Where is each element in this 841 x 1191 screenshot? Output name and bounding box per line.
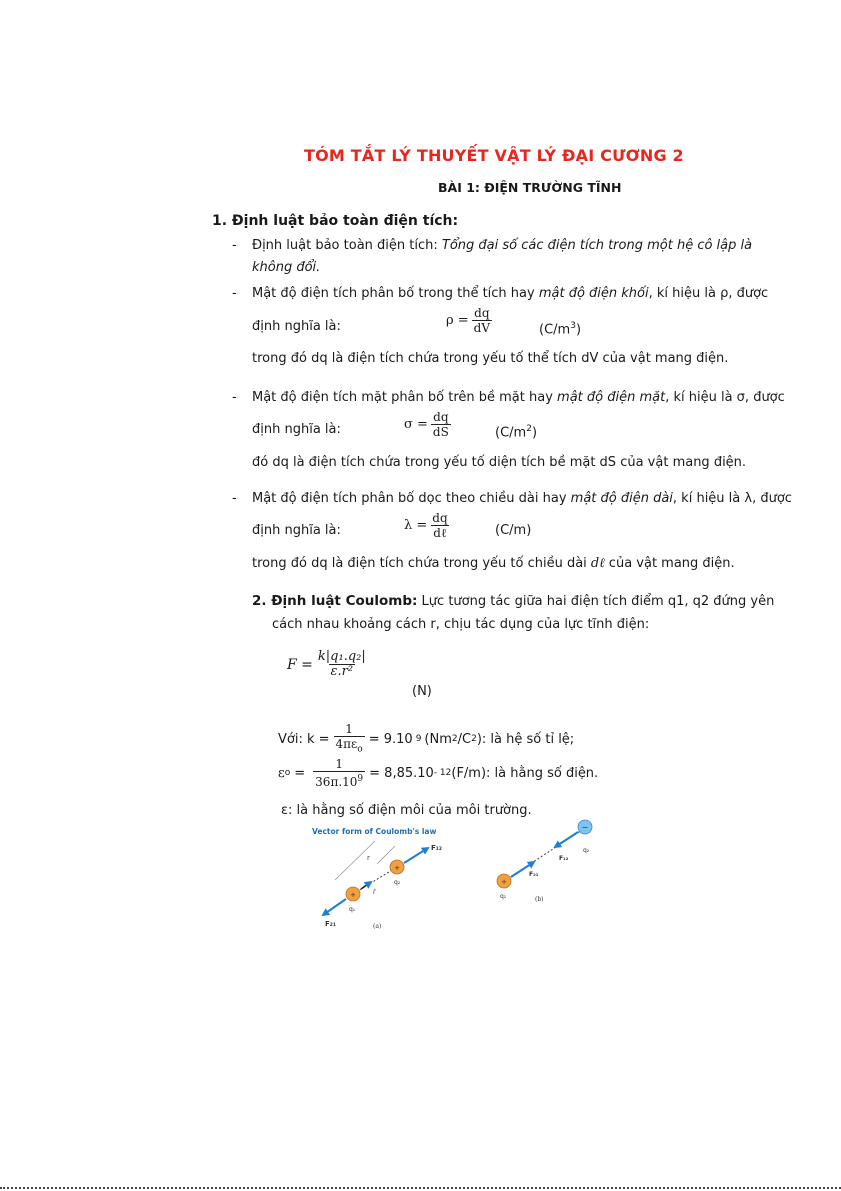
den-text: 4πε bbox=[335, 737, 358, 751]
unit-end: ) bbox=[531, 425, 538, 441]
force-vector-f12 bbox=[555, 832, 578, 847]
bullet-3-note: đó dq là điện tích chứa trong yếu tố diện tích bề mặt dS của vật mang điện. bbox=[252, 455, 747, 470]
unit-newton: (N) bbox=[412, 684, 432, 699]
formula-rho bbox=[446, 306, 492, 335]
minus-sign: − bbox=[581, 823, 589, 832]
coulomb-figure bbox=[285, 818, 615, 936]
bullet-1-prefix: Định luật bảo toàn điện tích: bbox=[252, 238, 442, 253]
den-text: 36π.10 bbox=[315, 775, 358, 789]
label-a: (a) bbox=[373, 923, 382, 930]
bullet-2-line-1 bbox=[252, 283, 768, 304]
e0-symbol: ε bbox=[278, 765, 285, 781]
fraction-denominator: dV bbox=[473, 321, 491, 335]
label-r: r bbox=[367, 854, 370, 862]
label-f12: F₁₂ bbox=[431, 844, 442, 852]
k-unit-mid: /C bbox=[457, 731, 472, 747]
label-q2: q₂ bbox=[583, 847, 590, 854]
k-prefix: Với: k = bbox=[278, 731, 330, 747]
plus-sign: + bbox=[394, 864, 400, 872]
bullet-1-italic: Tổng đại số các điện tích trong một hệ cô lập là bbox=[441, 238, 753, 253]
formula-lhs: λ = bbox=[404, 518, 428, 533]
e0-sub: o bbox=[284, 767, 291, 778]
bullet-4-line-1 bbox=[252, 488, 792, 509]
page-bottom-border bbox=[0, 1187, 841, 1189]
fraction-denominator bbox=[334, 736, 365, 756]
bullet-2-note: trong đó dq là điện tích chứa trong yếu tố thể tích dV của vật mang điện. bbox=[252, 351, 729, 366]
epsilon-line: ε: là hằng số điện môi của môi trường. bbox=[281, 803, 532, 818]
note-symbol: dℓ bbox=[590, 556, 605, 571]
fraction bbox=[431, 410, 451, 439]
bullet-1-line-2: không đổi. bbox=[252, 260, 321, 275]
unit-sigma bbox=[495, 419, 537, 443]
unit-text: (C/m bbox=[495, 425, 527, 441]
section-2-text: Lực tương tác giữa hai điện tích điểm q1, q2 đứng yên bbox=[417, 594, 775, 609]
unit-end: ) bbox=[575, 322, 582, 338]
label-q1: q₁ bbox=[349, 906, 356, 913]
fraction-denominator bbox=[313, 771, 365, 789]
e0-exponent: - 12 bbox=[433, 767, 452, 778]
unit-exponent: 2 bbox=[526, 424, 532, 434]
formula-lambda bbox=[404, 511, 450, 540]
bullet-4-def: định nghĩa là: bbox=[252, 523, 341, 538]
fraction-denominator: ε.r² bbox=[330, 664, 354, 679]
section-2-heading: 2. Định luật Coulomb: bbox=[252, 593, 418, 609]
k-unit: (Nm bbox=[424, 731, 452, 747]
section-2-line-2: cách nhau khoảng cách r, chịu tác dụng của lực tĩnh điện: bbox=[272, 617, 650, 632]
lesson-heading: BÀI 1: ĐIỆN TRƯỜNG TĨNH bbox=[438, 180, 622, 195]
bullet-2-def: định nghĩa là: bbox=[252, 319, 341, 334]
unit-exponent: 3 bbox=[570, 321, 576, 331]
bullet-dash: - bbox=[232, 491, 237, 506]
fraction-numerator: dq bbox=[474, 306, 490, 320]
unit-text: (C/m bbox=[539, 322, 571, 338]
figure-a-title: Vector form of Coulomb's law bbox=[312, 827, 437, 836]
note-text: trong đó dq là điện tích chứa trong yếu tố chiều dài bbox=[252, 556, 591, 571]
bullet-4-italic: mật độ điện dài bbox=[570, 491, 673, 506]
bullet-2-tail: , kí hiệu là ρ, được bbox=[648, 286, 769, 301]
fraction-numerator: dq bbox=[432, 511, 448, 525]
bullet-2-italic: mật độ điện khối bbox=[538, 286, 649, 301]
bullet-dash: - bbox=[232, 286, 237, 301]
fraction bbox=[430, 511, 449, 540]
k-exponent: 9 bbox=[415, 733, 422, 744]
k-unit-exp: 2 bbox=[451, 733, 458, 744]
bullet-4-tail: , kí hiệu là λ, được bbox=[672, 491, 792, 506]
label-f12: F₁₂ bbox=[559, 855, 569, 862]
label-q2: q₂ bbox=[394, 879, 401, 886]
section-2-line-1 bbox=[252, 591, 774, 612]
den-exp: 9 bbox=[357, 774, 364, 784]
formula-lhs: ρ = bbox=[446, 313, 469, 328]
fraction bbox=[313, 757, 365, 789]
fraction-numerator: dq bbox=[433, 410, 449, 424]
k-tail: ): là hệ số tỉ lệ; bbox=[476, 731, 575, 747]
k-unit-exp2: 2 bbox=[471, 733, 477, 744]
formula-lhs: σ = bbox=[404, 417, 428, 432]
epsilon0-definition bbox=[278, 757, 598, 789]
note-tail: của vật mang điện. bbox=[604, 556, 735, 571]
plus-sign: + bbox=[501, 878, 507, 886]
unit-vector-r bbox=[361, 882, 371, 889]
formula-coulomb bbox=[287, 650, 368, 679]
bullet-1-line-1 bbox=[252, 235, 752, 256]
force-vector-f21 bbox=[323, 899, 346, 915]
fraction-numerator: k|q₁.q₂| bbox=[317, 649, 366, 664]
fraction bbox=[334, 722, 365, 756]
section-1-heading: 1. Định luật bảo toàn điện tích: bbox=[212, 213, 459, 229]
unit-lambda: (C/m) bbox=[495, 523, 532, 538]
fraction bbox=[472, 306, 492, 335]
den-sub: o bbox=[357, 744, 363, 755]
bullet-4-text: Mật độ điện tích phân bố dọc theo chiều dài hay bbox=[252, 491, 571, 506]
bullet-dash: - bbox=[232, 390, 237, 405]
label-rhat: r̂ bbox=[373, 889, 376, 896]
bullet-4-note bbox=[252, 553, 735, 574]
e0-tail: (F/m): là hằng số điện. bbox=[451, 765, 599, 781]
bullet-3-tail: , kí hiệu là σ, được bbox=[665, 390, 785, 405]
document-title: TÓM TẮT LÝ THUYẾT VẬT LÝ ĐẠI CƯƠNG 2 bbox=[304, 146, 684, 165]
bullet-3-italic: mật độ điện mặt bbox=[557, 390, 666, 405]
label-f21: F₂₁ bbox=[529, 871, 539, 878]
fraction-numerator: 1 bbox=[345, 722, 353, 736]
label-b: (b) bbox=[535, 896, 544, 903]
bullet-3-line-1 bbox=[252, 387, 785, 408]
label-f21: F₂₁ bbox=[325, 920, 336, 928]
unit-rho bbox=[539, 316, 581, 340]
fraction-denominator: dℓ bbox=[433, 526, 447, 540]
k-definition bbox=[278, 722, 574, 756]
formula-lhs: F = bbox=[287, 656, 313, 673]
e0-equals: = bbox=[294, 765, 306, 781]
fraction-numerator: 1 bbox=[335, 757, 343, 771]
k-value: = 9.10 bbox=[368, 731, 413, 747]
formula-sigma bbox=[404, 410, 451, 439]
bullet-3-text: Mật độ điện tích mặt phân bố trên bề mặt hay bbox=[252, 390, 558, 405]
bullet-dash: - bbox=[232, 238, 237, 253]
bullet-3-def: định nghĩa là: bbox=[252, 422, 341, 437]
fraction-denominator: dS bbox=[432, 425, 449, 439]
plus-sign: + bbox=[350, 891, 356, 899]
bullet-2-text: Mật độ điện tích phân bố trong thể tích hay bbox=[252, 286, 539, 301]
fraction bbox=[316, 650, 368, 679]
force-vector-f12 bbox=[404, 848, 428, 863]
label-q1: q₁ bbox=[500, 893, 507, 900]
e0-value: = 8,85.10 bbox=[369, 765, 434, 781]
